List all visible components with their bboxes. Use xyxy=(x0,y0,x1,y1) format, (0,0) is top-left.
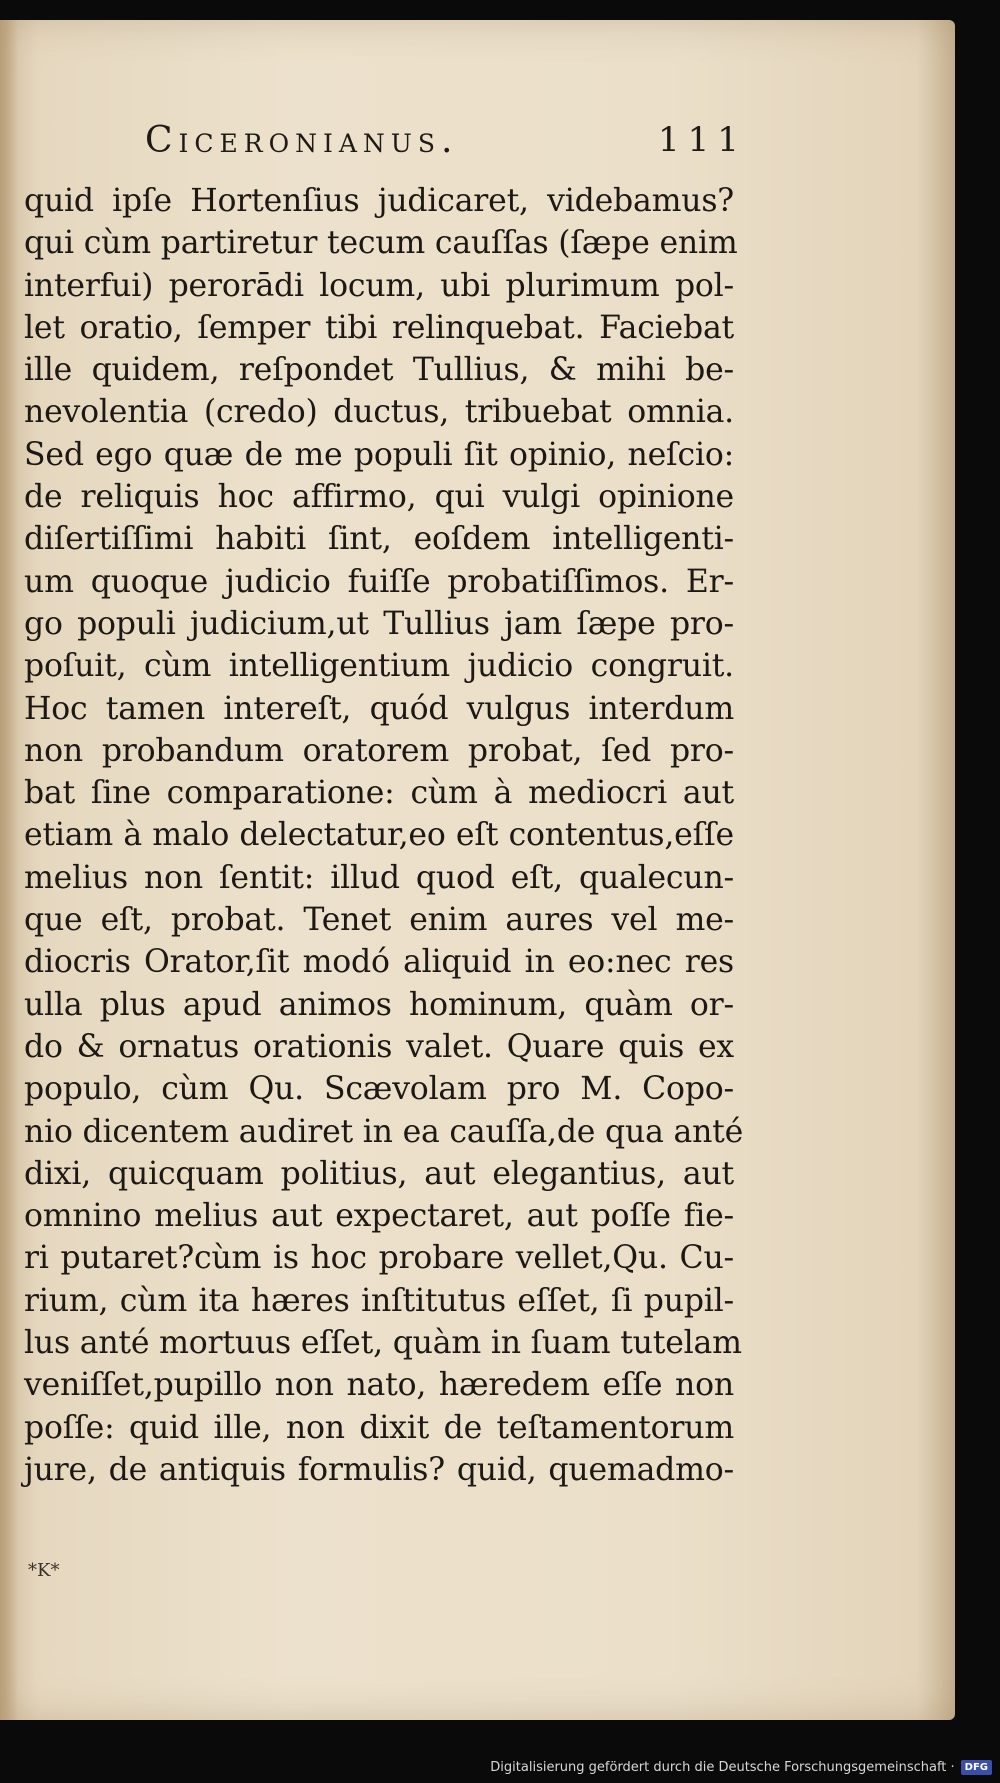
text-line: nevolentia (credo) ductus, tribuebat omnia. xyxy=(24,394,734,431)
text-line: poſuit, cùm intelligentium judicio congruit. xyxy=(24,648,734,685)
text-line: interfui) perorādi locum, ubi plurimum pol- xyxy=(24,267,734,304)
text-line: non probandum oratorem probat, ſed pro- xyxy=(24,732,734,769)
text-line: rium, cùm ita hæres inſtitutus eſſet, ſi pupil- xyxy=(24,1282,734,1319)
text-line: omnino melius aut expectaret, aut poſſe fie- xyxy=(24,1198,734,1235)
text-line: Hoc tamen intereſt, quód vulgus interdum xyxy=(24,690,734,727)
page-number: 111 xyxy=(658,120,747,160)
text-line: dixi, quicquam politius, aut elegantius, aut xyxy=(24,1155,734,1192)
book-page xyxy=(0,20,955,1720)
text-line: ille quidem, reſpondet Tullius, & mihi be- xyxy=(24,352,734,389)
text-line: que eſt, probat. Tenet enim aures vel me- xyxy=(24,902,734,939)
text-line: do & ornatus orationis valet. Quare quis ex xyxy=(24,1028,734,1065)
body-text xyxy=(24,180,744,1491)
signature-mark: *K* xyxy=(28,1560,60,1581)
text-line: nio dicentem audiret in ea cauſſa,de qua anté xyxy=(24,1113,744,1150)
text-line: Sed ego quæ de me populi ſit opinio, neſcio: xyxy=(24,436,734,473)
text-line: populo, cùm Qu. Scævolam pro M. Copo- xyxy=(24,1071,734,1108)
text-line: ri putaret?cùm is hoc probare vellet,Qu. Cu- xyxy=(24,1240,734,1277)
text-line: veniſſet,pupillo non nato, hæredem eſſe non xyxy=(24,1367,734,1404)
page-header xyxy=(0,120,955,170)
text-line: quid ipſe Hortenſius judicaret, videbamus? xyxy=(24,183,734,219)
text-line: diocris Orator,ſit modó aliquid in eo:nec res xyxy=(24,944,734,981)
text-line: de reliquis hoc affirmo, qui vulgi opinione xyxy=(24,479,734,516)
text-line: poſſe: quid ille, non dixit de teſtamentorum xyxy=(24,1409,734,1446)
page-gutter-shadow xyxy=(0,20,18,1720)
text-line: um quoque judicio fuiſſe probatiſſimos. Er- xyxy=(24,563,734,600)
text-line: lus anté mortuus eſſet, quàm in ſuam tutelam xyxy=(24,1325,742,1362)
text-line: diſertiſſimi habiti ſint, eoſdem intelligenti- xyxy=(24,521,734,558)
digitization-footer xyxy=(490,1760,992,1775)
text-line: bat ſine comparatione: cùm à mediocri aut xyxy=(24,775,734,812)
text-line: go populi judicium,ut Tullius jam ſæpe pro- xyxy=(24,605,734,642)
dfg-logo-icon: DFG xyxy=(961,1760,992,1775)
running-title: Ciceronianus. xyxy=(145,120,459,161)
text-line: jure, de antiquis formulis? quid, quemadmo- xyxy=(24,1451,734,1488)
text-line: melius non ſentit: illud quod eſt, qualecun- xyxy=(24,859,734,896)
text-line: etiam à malo delectatur,eo eſt contentus,eſſe xyxy=(24,817,734,854)
text-line: ulla plus apud animos hominum, quàm or- xyxy=(24,986,734,1023)
text-line: qui cùm partiretur tecum cauſſas (ſæpe enim xyxy=(24,225,738,262)
footer-credit: Digitalisierung gefördert durch die Deutsche Forschungsgemeinschaft · xyxy=(490,1760,955,1775)
text-line: let oratio, ſemper tibi relinquebat. Faciebat xyxy=(24,309,734,346)
